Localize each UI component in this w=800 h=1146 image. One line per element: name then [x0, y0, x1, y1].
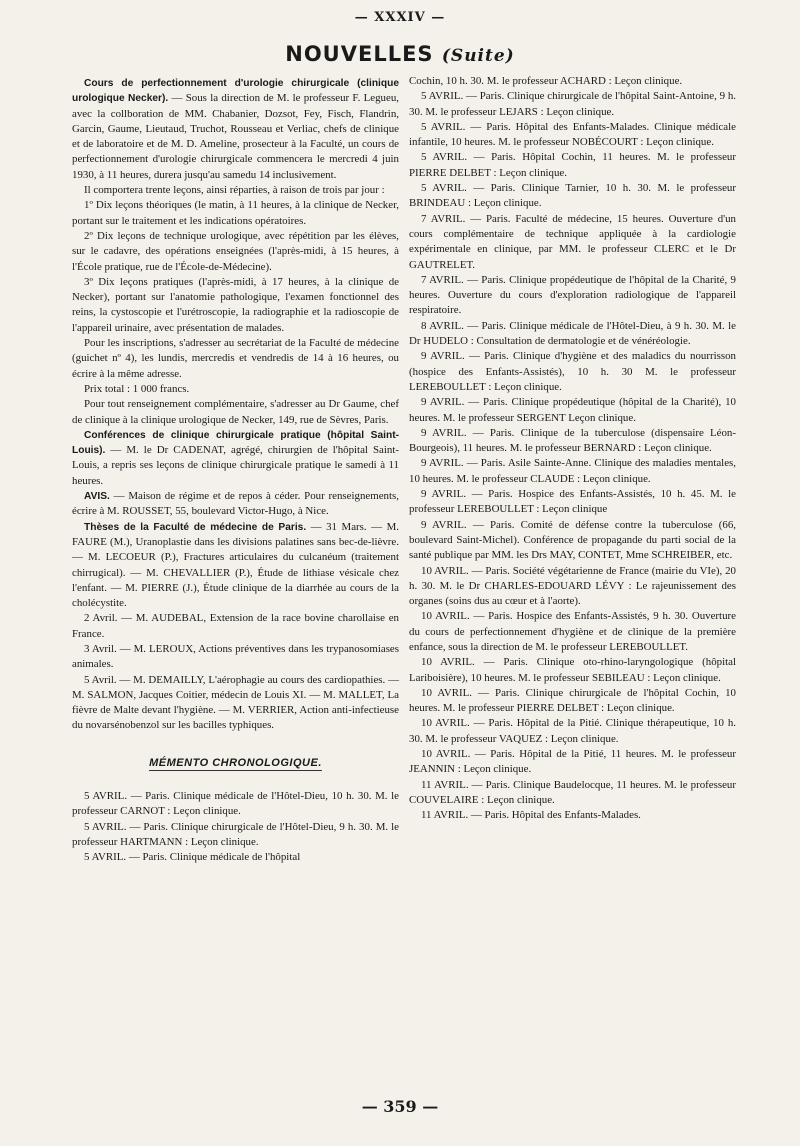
- memento-entry: [409, 518, 736, 564]
- memento-entry: [72, 850, 399, 865]
- paragraph-text: 5 AVRIL. — Paris. Clinique médicale de l'hôpital: [84, 851, 301, 864]
- memento-entry: [409, 212, 736, 273]
- news-paragraph: [72, 198, 399, 229]
- folio: — XXXIV —: [354, 10, 446, 25]
- paragraph-text: 3º Dix leçons pratiques (l'après-midi, à 17 heures, à la clinique de Necker), portant sur l'anatomie pathologique, l'examen fonctionnel des reins, la cystoscopie et l'urétroscopie, la radiographie et la radioscopie de l'appareil urinaire, avec présentation de malades.: [72, 275, 399, 334]
- paragraph-text: 9 AVRIL. — Paris. Clinique propédeutique (hôpital de la Charité), 10 heures. M. le professeur SERGENT Leçon clinique.: [409, 396, 736, 424]
- paragraph-heading: Thèses de la Faculté de médecine de Paris.: [84, 521, 307, 533]
- paragraph-text: 7 AVRIL. — Paris. Faculté de médecine, 15 heures. Ouverture d'un cours complémentaire de technique appliquée à la cardiologie expérimentale en clinique, par MM. le professeur CLERC et le Dr GAUTRELET.: [409, 212, 736, 271]
- paragraph-text: 2 Avril. — M. AUDEBAL, Extension de la race bovine charollaise en France.: [72, 612, 399, 640]
- paragraph-text: 5 Avril. — M. DEMAILLY, L'aérophagie au cours des cardiopathies. — M. SALMON, Jacques Coitier, médecin de Louis XI. — M. MALLET, La fièvre de Malte devant l'hygiène. — M. VERRIER, Action anti-infectieuse du novarsénobenzol sur les bacilles typhiques.: [72, 673, 399, 732]
- memento-entry: [72, 820, 399, 851]
- paragraph-text: 9 AVRIL. — Paris. Clinique de la tuberculose (dispensaire Léon-Bourgeois), 11 heures. M. le professeur BERNARD : Leçon clinique.: [409, 426, 736, 455]
- paragraph-text: 10 AVRIL. — Paris. Société végétarienne de France (mairie du VIe), 20 h. 30. M. le Dr CHARLES-EDOUARD LÉVY : Le rajeunissement des organes (soins dus au cœur et à l'aorte).: [409, 564, 736, 608]
- news-paragraph: [72, 489, 399, 520]
- paragraph-text: 5 AVRIL. — Paris. Clinique Tarnier, 10 h. 30. M. le professeur BRINDEAU : Leçon clinique.: [409, 182, 736, 210]
- memento-entry: [409, 655, 736, 686]
- paragraph-text: 11 AVRIL. — Paris. Clinique Baudelocque, 11 heures. M. le professeur COUVELAIRE : Leçon clinique.: [409, 778, 736, 806]
- paragraph-text: 3 Avril. — M. LEROUX, Actions préventives dans les trypanosomiases animales.: [72, 642, 399, 671]
- paragraph-text: 9 AVRIL. — Paris. Comité de défense contre la tuberculose (66, boulevard Saint-Michel). Conférence de propagande du parti social de la santé publique par MM. les Drs MAY, CONTET, Mme SCHREIBER, etc.: [409, 518, 736, 562]
- paragraph-text: 7 AVRIL. — Paris. Clinique propédeutique de l'hôpital de la Charité, 9 heures. Ouverture du cours d'exploration radiologique de l'appareil respiratoire.: [409, 273, 736, 317]
- paragraph-text: — 31 Mars. — M. FAURE (M.), Uranoplastie dans les divisions palatines sans bec-de-lièvre. — M. LECOEUR (P.), Fractures articulaires du culcanéum (traitement chirrugical). — M. CHEVALLIER (P.), Étude de lithiase vésicale chez l'enfant. — M. PIERRE (J.), Étude clinique de la diarrhée au cours de la cholécystite.: [72, 520, 399, 610]
- memento-heading: [72, 756, 399, 771]
- news-paragraph: [72, 76, 399, 183]
- paragraph-text: Cochin, 10 h. 30. M. le professeur ACHARD : Leçon clinique.: [409, 75, 683, 87]
- paragraph-text: 9 AVRIL. — Paris. Asile Sainte-Anne. Clinique des maladies mentales, 10 heures. M. le professeur CLAUDE : Leçon clinique.: [409, 457, 736, 485]
- memento-entry: [409, 319, 736, 350]
- paragraph-heading: Cours de perfectionnement d'urologie chirurgicale (clinique urologique Necker).: [72, 78, 399, 105]
- news-paragraph: [72, 275, 399, 336]
- memento-entry: [409, 273, 736, 319]
- title-main: NOUVELLES: [285, 42, 434, 66]
- memento-entry: [409, 609, 736, 655]
- left-column: [72, 76, 399, 866]
- news-paragraph: [72, 673, 399, 734]
- memento-entries-right: [409, 74, 736, 824]
- memento-entry: [409, 716, 736, 747]
- page-number: — 359 —: [361, 1097, 439, 1116]
- paragraph-text: 8 AVRIL. — Paris. Clinique médicale de l'Hôtel-Dieu, à 9 h. 30. M. le Dr HUDELO : Consultation de dermatologie et de vénéréologie.: [409, 319, 736, 348]
- news-paragraph: [72, 183, 399, 198]
- memento-entry: [409, 181, 736, 212]
- paragraph-text: 10 AVRIL. — Paris. Clinique chirurgicale de l'hôpital Cochin, 10 heures. M. le professeur PIERRE DELBET : Leçon clinique.: [409, 686, 736, 715]
- page-title: [0, 42, 800, 66]
- paragraph-text: — Sous la direction de M. le professeur F. Legueu, avec la collboration de MM. Chabanier, Dozsot, Fey, Fisch, Flandrin, Garcin, Gaume, Lieutaud, Truchot, Rousseau et Verliac, chefs de clinique et de laboratoire et de M. D. Ameline, prosecteur à la Faculté, un cours de perfectionnement d'urologie chirurgicale commencera le mercredi 4 juin 1930, à 11 heures, durera jusqu'au samedu 14 inclusivement.: [72, 92, 400, 181]
- memento-entry: [409, 808, 736, 823]
- memento-entry: [409, 120, 736, 151]
- memento-entry: [409, 426, 736, 457]
- memento-entry: [409, 778, 736, 809]
- paragraph-text: 9 AVRIL. — Paris. Clinique d'hygiène et des maladics du nourrisson (hospice des Enfants-Assistés), 10 h. 30 M. le professeur LEREBOULLET : Leçon clinique.: [409, 350, 736, 393]
- paragraph-text: Pour tout renseignement complémentaire, s'adresser au Dr Gaume, chef de clinique à la clinique urologique de Necker, 149, rue de Sèvres, Paris.: [72, 398, 399, 426]
- right-column: [409, 74, 736, 824]
- paragraph-text: 10 AVRIL. — Paris. Hôpital de la Pitié. Clinique thérapeutique, 10 h. 30. M. le professeur VAQUEZ : Leçon clinique.: [409, 717, 736, 745]
- memento-entry: [409, 74, 736, 89]
- paragraph-heading: Conférences de clinique chirurgicale pratique (hôpital Saint-Louis).: [72, 429, 399, 457]
- paragraph-text: — M. le Dr CADENAT, agrégé, chirurgien de l'hôpital Saint-Louis, a repris ses leçons de clinique chirurgicale pratique le samedi à 11 heures.: [72, 444, 399, 487]
- paragraph-text: Prix total : 1 000 francs.: [84, 382, 190, 395]
- paragraph-text: 5 AVRIL. — Paris. Clinique chirurgicale de l'Hôtel-Dieu, 9 h. 30. M. le professeur HARTMANN : Leçon clinique.: [72, 820, 399, 848]
- memento-entry: [409, 456, 736, 487]
- news-paragraph: [72, 611, 399, 642]
- paragraph-text: — Maison de régime et de repos à céder. Pour renseignements, écrire à M. ROUSSET, 55, boulevard Victor-Hugo, à Nice.: [72, 490, 399, 518]
- memento-entry: [409, 564, 736, 610]
- news-paragraph: [72, 382, 399, 397]
- paragraph-text: 10 AVRIL. — Paris. Hospice des Enfants-Assistés, 9 h. 30. Ouverture du cours de perfectionnement d'hygiène et de clinique de la première enfance, sous la direction de M. le professeur LEREBOULLET.: [409, 610, 736, 653]
- memento-title: MÉMENTO CHRONOLOGIQUE.: [149, 756, 322, 769]
- paragraph-text: 10 AVRIL. — Paris. Clinique oto-rhino-laryngologique (hôpital Lariboisière), 10 heures. M. le professeur SEBILEAU : Leçon clinique.: [409, 656, 736, 684]
- memento-entry: [409, 150, 736, 181]
- paragraph-text: 5 AVRIL. — Paris. Clinique chirurgicale de l'hôpital Saint-Antoine, 9 h. 30. M. le professeur LEJARS : Leçon clinique.: [409, 90, 736, 118]
- paragraph-text: Il comportera trente leçons, ainsi réparties, à raison de trois par jour :: [84, 184, 385, 197]
- memento-entry: [409, 487, 736, 518]
- news-paragraph: [72, 428, 399, 489]
- memento-entry: [409, 395, 736, 426]
- paragraph-heading: AVIS.: [84, 491, 110, 503]
- paragraph-text: 5 AVRIL. — Paris. Clinique médicale de l'Hôtel-Dieu, 10 h. 30. M. le professeur CARNOT : Leçon clinique.: [72, 790, 399, 818]
- paragraph-text: 5 AVRIL. — Paris. Hôpital des Enfants-Malades. Clinique médicale infantile, 10 heures. M. le professeur NOBÉCOURT : Leçon clinique.: [409, 120, 736, 149]
- paragraph-text: 10 AVRIL. — Paris. Hôpital de la Pitié, 11 heures. M. le professeur JEANNIN : Leçon clinique.: [409, 748, 736, 776]
- news-paragraphs: [72, 76, 399, 734]
- memento-entry: [409, 89, 736, 120]
- title-suite: (Suite): [441, 46, 515, 66]
- news-paragraph: [72, 397, 399, 428]
- news-paragraph: [72, 642, 399, 673]
- paragraph-text: 5 AVRIL. — Paris. Hôpital Cochin, 11 heures. M. le professeur PIERRE DELBET : Leçon clinique.: [409, 151, 736, 179]
- news-paragraph: [72, 520, 399, 612]
- paragraph-text: 9 AVRIL. — Paris. Hospice des Enfants-Assistés, 10 h. 45. M. le professeur LEREBOULLET : Leçon clinique: [409, 488, 736, 516]
- paragraph-text: 11 AVRIL. — Paris. Hôpital des Enfants-Malades.: [421, 809, 641, 822]
- memento-entry: [409, 747, 736, 778]
- memento-entry: [409, 686, 736, 717]
- memento-entry: [72, 789, 399, 820]
- paragraph-text: 1º Dix leçons théoriques (le matin, à 11 heures, à la clinique de Necker, portant sur le traitement et les indications opératoires.: [72, 199, 399, 227]
- paragraph-text: 2º Dix leçons de technique urologique, avec répétition par les élèves, sur le cadavre, des opérations enseignées (l'après-midi, à 15 heures, à l'École pratique, rue de l'École-de-Médecine).: [72, 229, 399, 273]
- memento-entries-left: [72, 789, 399, 865]
- news-paragraph: [72, 229, 399, 275]
- memento-entry: [409, 349, 736, 395]
- news-paragraph: [72, 336, 399, 382]
- paragraph-text: Pour les inscriptions, s'adresser au secrétariat de la Faculté de médecine (guichet nº 4), les lundis, mercredis et vendredis de 14 à 16 heures, ou écrire à la même adresse.: [72, 337, 399, 380]
